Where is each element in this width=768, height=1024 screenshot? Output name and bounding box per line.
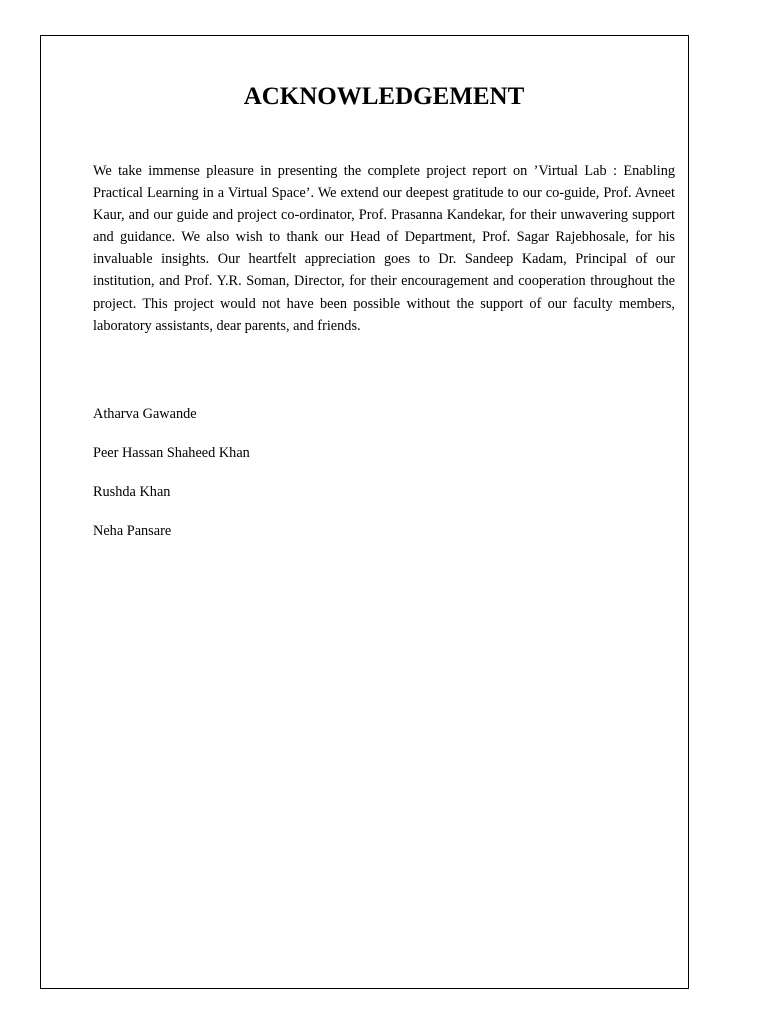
signatory-list bbox=[93, 403, 250, 559]
signatory-name: Neha Pansare bbox=[93, 523, 172, 539]
acknowledgement-paragraph: We take immense pleasure in presenting the complete project report on ’Virtual Lab : Enabling Practical Learning in a Virtual Space’. We extend our deepest gratitude to our co-guide, Prof. Avneet Kaur, and our guide and project co-ordinator, Prof. Prasanna Kandekar, for their unwavering support and guidance. We also wish to thank our Head of Department, Prof. Sagar Rajebhosale, for his invaluable insights. Our heartfelt appreciation goes to Dr. Sandeep Kadam, Principal of our institution, and Prof. Y.R. Soman, Director, for their encouragement and cooperation throughout the project. This project would not have been possible without the support of our faculty members, laboratory assistants, dear parents, and friends. bbox=[93, 163, 675, 334]
signatory-name: Rushda Khan bbox=[93, 484, 171, 500]
signatory-name: Peer Hassan Shaheed Khan bbox=[93, 445, 250, 461]
signatory-name: Atharva Gawande bbox=[93, 406, 197, 422]
page-title: ACKNOWLEDGEMENT bbox=[243, 83, 525, 110]
